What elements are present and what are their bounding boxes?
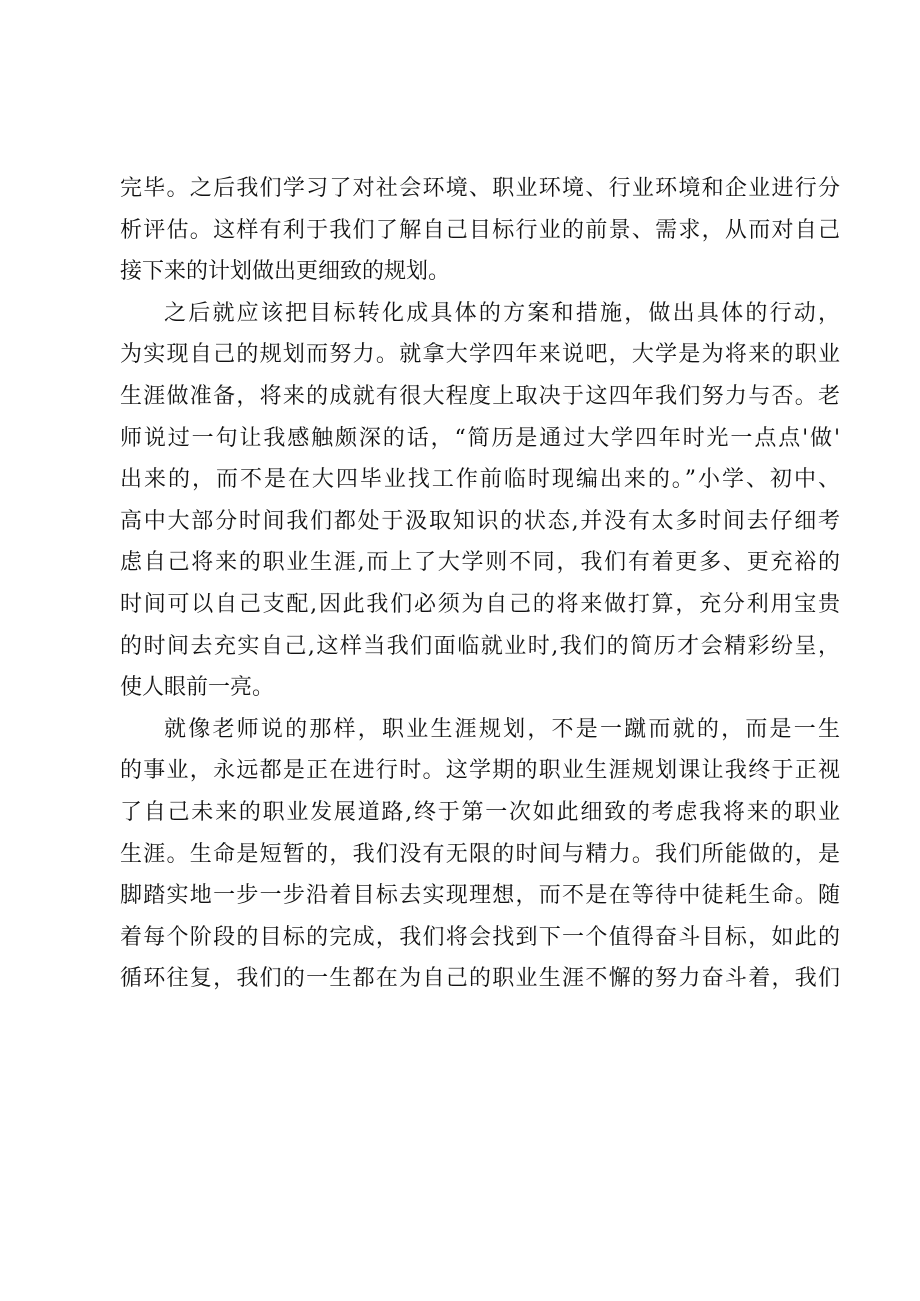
- text-line: 就像老师说的那样，职业生涯规划，不是一蹴而就的，而是一生: [164, 716, 840, 742]
- text-line: 出来的，而不是在大四毕业找工作前临时现编出来的。”小学、初中、: [120, 467, 840, 493]
- text-line: 循环往复，我们的一生都在为自己的职业生涯不懈的努力奋斗着，我们: [120, 966, 840, 992]
- text-line: 了自己未来的职业发展道路,终于第一次如此细致的考虑我将来的职业: [120, 799, 840, 825]
- text-line: 脚踏实地一步一步沿着目标去实现理想，而不是在等待中徒耗生命。随: [120, 883, 840, 909]
- text-line: 生涯。生命是短暂的，我们没有无限的时间与精力。我们所能做的，是: [120, 841, 840, 867]
- text-line: 为实现自己的规划而努力。就拿大学四年来说吧，大学是为将来的职业: [120, 342, 840, 368]
- text-line: 之后就应该把目标转化成具体的方案和措施，做出具体的行动，: [164, 300, 840, 326]
- text-line: 着每个阶段的目标的完成，我们将会找到下一个值得奋斗目标，如此的: [120, 924, 840, 950]
- text-line: 完毕。之后我们学习了对社会环境、职业环境、行业环境和企业进行分: [120, 176, 840, 201]
- text-line: 接下来的计划做出更细致的规划。: [120, 259, 451, 285]
- document-body: [120, 168, 840, 1000]
- text-line: 的时间去充实自己,这样当我们面临就业时,我们的简历才会精彩纷呈，: [120, 633, 840, 659]
- text-line: 的事业，永远都是正在进行时。这学期的职业生涯规划课让我终于正视: [120, 758, 840, 784]
- text-line: 使人眼前一亮。: [120, 675, 275, 701]
- text-line: 析评估。这样有利于我们了解自己目标行业的前景、需求，从而对自己: [120, 217, 840, 243]
- text-line: 高中大部分时间我们都处于汲取知识的状态,并没有太多时间去仔细考: [120, 508, 840, 534]
- text-line: 虑自己将来的职业生涯,而上了大学则不同，我们有着更多、更充裕的: [120, 550, 840, 576]
- text-line: 生涯做准备，将来的成就有很大程度上取决于这四年我们努力与否。老: [120, 383, 840, 409]
- text-line: 师说过一句让我感触颇深的话，“简历是通过大学四年时光一点点'做': [120, 425, 840, 451]
- text-line: 时间可以自己支配,因此我们必须为自己的将来做打算，充分利用宝贵: [120, 591, 840, 617]
